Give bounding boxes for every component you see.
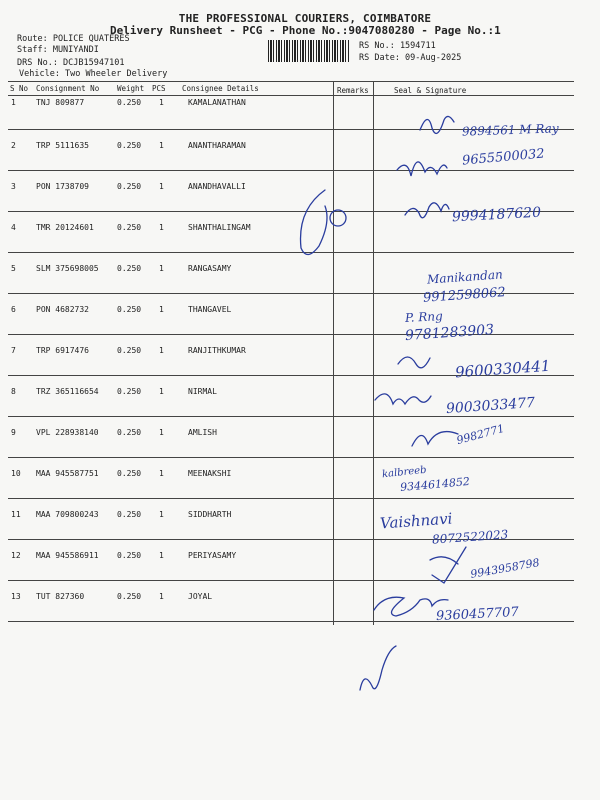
row-rule [8, 457, 574, 458]
cell-weight: 0.250 [117, 592, 142, 601]
signature-phone: 9994187620 [451, 204, 542, 226]
cell-consignee: PERIYASAMY [188, 551, 237, 560]
cell-sno: 13 [11, 592, 21, 601]
col-header-seal-signature: Seal & Signature [394, 86, 467, 95]
cell-weight: 0.250 [117, 428, 142, 437]
col-header-pcs: PCS [152, 84, 166, 93]
cell-pcs: 1 [159, 551, 164, 560]
cell-weight: 0.250 [117, 182, 142, 191]
route-text: Route: POLICE QUATERES [17, 34, 130, 44]
cell-pcs: 1 [159, 469, 164, 478]
cell-pcs: 1 [159, 141, 164, 150]
cell-consignment-no: TRZ 365116654 [36, 387, 99, 396]
cell-consignment-no: MAA 709800243 [36, 510, 99, 519]
cell-consignment-no: MAA 945586911 [36, 551, 99, 560]
signature-name: P. Rng [404, 309, 444, 325]
cell-pcs: 1 [159, 346, 164, 355]
row-rule [8, 170, 574, 171]
drs-number: DRS No.: DCJB15947101 [17, 58, 125, 68]
signature-name: Vaishnavi [379, 509, 453, 533]
cell-weight: 0.250 [117, 141, 142, 150]
signature-phone: 9912598062 [422, 285, 507, 306]
cell-sno: 11 [11, 510, 21, 519]
cell-sno: 8 [11, 387, 16, 396]
cell-consignment-no: TRP 6917476 [36, 346, 89, 355]
cell-weight: 0.250 [117, 305, 142, 314]
cell-consignee: ANANTHARAMAN [188, 141, 246, 150]
cell-weight: 0.250 [117, 387, 142, 396]
col-header-weight: Weight [117, 84, 145, 93]
cell-sno: 7 [11, 346, 16, 355]
signature-phone: 9360457707 [435, 604, 520, 625]
cell-consignment-no: TMR 20124601 [36, 223, 94, 232]
signature-name: kalbreeb [381, 464, 428, 481]
remarks-column-rule [333, 81, 334, 625]
cell-consignee: NIRMAL [188, 387, 217, 396]
signature-phone: 9781283903 [404, 321, 495, 345]
scribble-row1 [420, 116, 454, 133]
signature-phone: 9894561 M Ray [461, 121, 559, 139]
cell-consignee: THANGAVEL [188, 305, 232, 314]
cell-sno: 12 [11, 551, 21, 560]
signature-phone: 9655500032 [461, 146, 546, 169]
cell-consignee: AMLISH [188, 428, 217, 437]
cell-consignment-no: TRP 5111635 [36, 141, 89, 150]
signature-phone: 8072522023 [431, 527, 509, 547]
cell-pcs: 1 [159, 510, 164, 519]
cell-pcs: 1 [159, 592, 164, 601]
signature-phone: 9943958798 [469, 556, 541, 581]
scribble-bottom [360, 646, 396, 690]
cell-sno: 5 [11, 264, 16, 273]
scribble-row4 [301, 190, 347, 255]
company-title: THE PROFESSIONAL COURIERS, COIMBATORE [178, 12, 432, 25]
row-rule [8, 252, 574, 253]
signature-phone: 9982771 [455, 421, 506, 448]
cell-consignee: KAMALANATHAN [188, 98, 246, 107]
cell-consignment-no: TNJ 809877 [36, 98, 85, 107]
cell-pcs: 1 [159, 428, 164, 437]
signature-phone: 9600330441 [454, 356, 551, 382]
cell-sno: 3 [11, 182, 16, 191]
signature-name: Manikandan [426, 267, 504, 287]
cell-consignment-no: TUT 827360 [36, 592, 85, 601]
cell-consignee: ANANDHAVALLI [188, 182, 246, 191]
signature-column-rule [373, 81, 374, 625]
rs-date: RS Date: 09-Aug-2025 [359, 53, 462, 63]
cell-sno: 1 [11, 98, 16, 107]
barcode-image [268, 40, 350, 62]
signature-phone: 9344614852 [399, 474, 471, 495]
cell-consignment-no: SLM 375698005 [36, 264, 99, 273]
cell-pcs: 1 [159, 264, 164, 273]
cell-sno: 2 [11, 141, 16, 150]
cell-consignee: MEENAKSHI [188, 469, 232, 478]
cell-sno: 10 [11, 469, 21, 478]
cell-consignment-no: PON 4682732 [36, 305, 89, 314]
col-header-sno: S No [10, 84, 29, 93]
cell-consignee: SHANTHALINGAM [188, 223, 251, 232]
row-rule [8, 580, 574, 581]
runsheet-title: Delivery Runsheet - PCG - Phone No.:9047080280 - Page No.:1 [110, 24, 501, 37]
table-top-rule [8, 81, 574, 82]
cell-weight: 0.250 [117, 469, 142, 478]
header-bottom-rule [8, 95, 574, 96]
cell-weight: 0.250 [117, 346, 142, 355]
scribble-row7 [398, 357, 430, 368]
cell-consignee: JOYAL [188, 592, 213, 601]
cell-weight: 0.250 [117, 551, 142, 560]
cell-weight: 0.250 [117, 510, 142, 519]
cell-sno: 4 [11, 223, 16, 232]
cell-pcs: 1 [159, 182, 164, 191]
cell-consignee: RANGASAMY [188, 264, 232, 273]
vehicle-text: Vehicle: Two Wheeler Delivery [19, 69, 168, 79]
scribble-row9 [412, 432, 458, 446]
cell-pcs: 1 [159, 305, 164, 314]
scribble-row12 [430, 547, 466, 583]
cell-weight: 0.250 [117, 264, 142, 273]
cell-pcs: 1 [159, 223, 164, 232]
cell-pcs: 1 [159, 98, 164, 107]
cell-consignment-no: VPL 228938140 [36, 428, 99, 437]
col-header-consignee: Consignee Details [182, 84, 259, 93]
row-rule [8, 498, 574, 499]
cell-consignee: RANJITHKUMAR [188, 346, 246, 355]
cell-consignment-no: PON 1738709 [36, 182, 89, 191]
col-header-consignment: Consignment No [36, 84, 100, 93]
cell-sno: 9 [11, 428, 16, 437]
rs-number: RS No.: 1594711 [359, 41, 436, 51]
cell-weight: 0.250 [117, 223, 142, 232]
row-rule [8, 416, 574, 417]
cell-sno: 6 [11, 305, 16, 314]
scribble-row2 [397, 162, 447, 176]
cell-pcs: 1 [159, 387, 164, 396]
cell-consignment-no: MAA 945587751 [36, 469, 99, 478]
cell-consignee: SIDDHARTH [188, 510, 232, 519]
cell-weight: 0.250 [117, 98, 142, 107]
col-header-remarks: Remarks [337, 86, 369, 95]
signature-phone: 9003033477 [445, 394, 536, 418]
scribble-row8 [375, 394, 431, 404]
staff-text: Staff: MUNIYANDI [17, 45, 99, 55]
